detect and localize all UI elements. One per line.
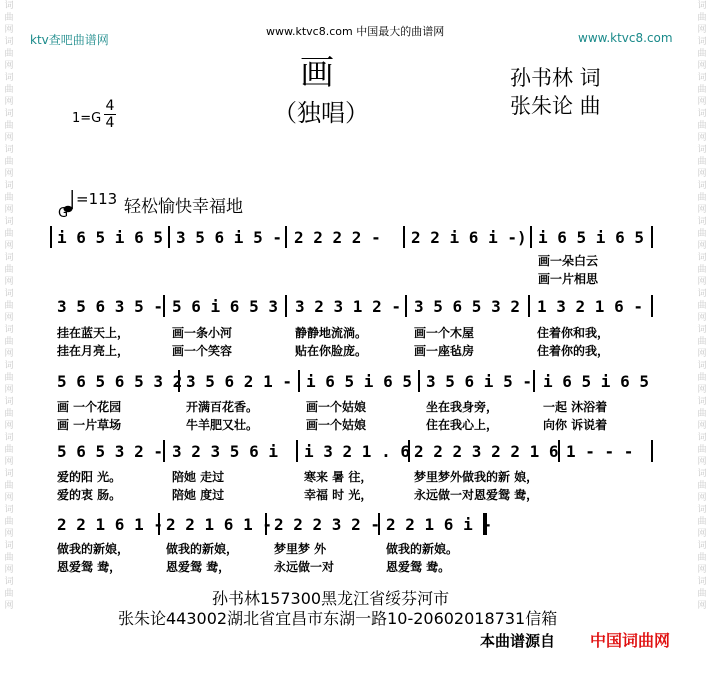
- barline: [405, 295, 407, 317]
- lyric: 画一朵白云: [538, 254, 599, 268]
- watermark-char: 网: [4, 241, 14, 251]
- watermark-char: 曲: [697, 553, 707, 563]
- watermark-char: 词: [697, 73, 707, 83]
- watermark-char: 网: [4, 97, 14, 107]
- measure: 1 3 2 1 6 -: [537, 297, 643, 316]
- watermark-char: 网: [697, 97, 707, 107]
- watermark-char: 网: [4, 385, 14, 395]
- barline: [285, 226, 287, 248]
- lyric: 画一个笑容: [172, 344, 233, 358]
- watermark-left: [2, 0, 16, 678]
- watermark-char: 网: [697, 529, 707, 539]
- watermark-char: 曲: [697, 337, 707, 347]
- watermark-char: 词: [697, 253, 707, 263]
- site-slogan: www.ktvc8.com 中国最大的曲谱网: [266, 25, 445, 38]
- watermark-char: 曲: [4, 553, 14, 563]
- measure: i 6 5 i 6 5: [57, 228, 163, 247]
- watermark-char: 词: [4, 577, 14, 587]
- lyric: 幸福 时 光，: [304, 488, 373, 502]
- watermark-char: 网: [4, 457, 14, 467]
- lyric: 恩爱鸳 鸯，: [57, 560, 122, 574]
- barline: [296, 440, 298, 462]
- tempo-marking: =113: [76, 190, 118, 208]
- watermark-char: 网: [697, 25, 707, 35]
- measure: 2 2 2 3 2 -: [274, 515, 380, 534]
- song-title: 画: [300, 53, 334, 93]
- watermark-char: 曲: [697, 193, 707, 203]
- watermark-char: 网: [697, 241, 707, 251]
- watermark-char: 网: [697, 169, 707, 179]
- watermark-char: 曲: [697, 121, 707, 131]
- measure: 2 2 2 2 -: [294, 228, 381, 247]
- lyric: 恩爱鸳 鸯，: [166, 560, 231, 574]
- lyric: 画一座毡房: [414, 344, 475, 358]
- watermark-char: 网: [697, 565, 707, 575]
- measure: 2 2 2 3 2 2 1 6: [414, 442, 559, 461]
- watermark-char: 词: [697, 217, 707, 227]
- lyric: 做我的新娘，: [57, 542, 130, 556]
- lyric: 画一片相思: [538, 272, 599, 286]
- watermark-char: 曲: [4, 481, 14, 491]
- lyric: 开满百花香。: [186, 400, 259, 414]
- watermark-char: 曲: [4, 265, 14, 275]
- watermark-char: 曲: [697, 157, 707, 167]
- watermark-char: 曲: [697, 589, 707, 599]
- watermark-char: 词: [4, 397, 14, 407]
- watermark-char: 网: [4, 601, 14, 611]
- watermark-char: 曲: [697, 373, 707, 383]
- watermark-char: 词: [697, 1, 707, 11]
- watermark-char: 曲: [697, 13, 707, 23]
- barline: [418, 370, 420, 392]
- watermark-char: 曲: [4, 337, 14, 347]
- measure: 3 2 3 1 2 -: [295, 297, 401, 316]
- watermark-char: 词: [697, 541, 707, 551]
- source-label: 本曲谱源自: [480, 632, 556, 650]
- watermark-char: 曲: [4, 85, 14, 95]
- watermark-char: 网: [697, 385, 707, 395]
- measure: 5 6 5 3 2 -: [57, 442, 163, 461]
- watermark-char: 网: [4, 133, 14, 143]
- watermark-char: 网: [4, 313, 14, 323]
- measure: i 6 5 i 6 5: [306, 372, 412, 391]
- watermark-char: 词: [697, 577, 707, 587]
- watermark-char: 词: [4, 469, 14, 479]
- watermark-char: 曲: [697, 229, 707, 239]
- watermark-char: 曲: [697, 85, 707, 95]
- barline: [403, 226, 405, 248]
- lyric: 寒来 暑 往，: [304, 470, 373, 484]
- lyric: 住着你和我，: [537, 326, 610, 340]
- lyric: 一起 沐浴着: [543, 400, 608, 414]
- watermark-char: 词: [4, 433, 14, 443]
- measure: 5 6 5 6 5 3 2: [57, 372, 183, 391]
- lyric: 永远做一对: [274, 560, 335, 574]
- key-signature: 1=G: [72, 111, 102, 126]
- lyric: 梦里梦外做我的新 娘，: [414, 470, 539, 484]
- measure: 1 - - -: [566, 442, 634, 461]
- watermark-char: 曲: [4, 229, 14, 239]
- time-signature-bottom: 4: [105, 115, 115, 131]
- watermark-char: 词: [4, 361, 14, 371]
- watermark-char: 网: [697, 205, 707, 215]
- watermark-char: 曲: [697, 409, 707, 419]
- watermark-char: 网: [4, 169, 14, 179]
- watermark-char: 曲: [697, 445, 707, 455]
- watermark-char: 曲: [697, 49, 707, 59]
- watermark-char: 曲: [4, 13, 14, 23]
- watermark-char: 词: [697, 325, 707, 335]
- source-site: 中国词曲网: [590, 631, 671, 650]
- watermark-char: 网: [4, 277, 14, 287]
- measure: 2 2 1 6 1 -: [57, 515, 163, 534]
- barline: [651, 440, 653, 462]
- measure: 3 5 6 5 3 2: [414, 297, 520, 316]
- watermark-char: 词: [4, 181, 14, 191]
- watermark-char: 曲: [697, 301, 707, 311]
- lyric: 梦里梦 外: [274, 542, 327, 556]
- measure: i 6 5 i 6 5: [538, 228, 644, 247]
- watermark-char: 网: [697, 61, 707, 71]
- lyric: 静静地流淌。: [295, 326, 368, 340]
- measure: 3 5 6 2 1 -: [186, 372, 292, 391]
- watermark-char: 网: [4, 349, 14, 359]
- time-signature: [104, 99, 116, 130]
- measure: 3 5 6 i 5 -: [426, 372, 532, 391]
- watermark-char: 曲: [697, 517, 707, 527]
- watermark-char: 网: [4, 493, 14, 503]
- lyric: 坐在我身旁，: [426, 400, 499, 414]
- measure: 2 2 1 6 1 -: [166, 515, 272, 534]
- barline: [168, 226, 170, 248]
- watermark-char: 曲: [4, 409, 14, 419]
- watermark-char: 网: [4, 421, 14, 431]
- time-signature-top: 4: [105, 98, 115, 114]
- watermark-char: 词: [697, 469, 707, 479]
- measure: 3 5 6 i 5 -: [176, 228, 282, 247]
- barline: [651, 226, 653, 248]
- watermark-char: 曲: [697, 265, 707, 275]
- watermark-char: 网: [697, 133, 707, 143]
- watermark-char: 网: [4, 205, 14, 215]
- site-name-left: ktv查吧曲谱网: [30, 33, 109, 47]
- barline: [651, 295, 653, 317]
- measure: i 6 5 i 6 5: [543, 372, 649, 391]
- barline: [298, 370, 300, 392]
- barline: [50, 226, 52, 248]
- watermark-char: 词: [4, 289, 14, 299]
- composer-credit: 张朱论 曲: [510, 94, 601, 118]
- lyric: 向你 诉说着: [543, 418, 608, 432]
- barline: [163, 295, 165, 317]
- lyric: 爱的阳 光。: [57, 470, 122, 484]
- watermark-char: 网: [697, 601, 707, 611]
- measure: i 3 2 1 . 6: [304, 442, 410, 461]
- watermark-char: 曲: [4, 301, 14, 311]
- song-subtitle: （独唱）: [273, 99, 369, 127]
- watermark-char: 曲: [4, 373, 14, 383]
- watermark-char: 词: [4, 145, 14, 155]
- composer-address: 张朱论443002湖北省宜昌市东湖一路10-20602018731信箱: [118, 609, 558, 628]
- lyric: 挂在蓝天上，: [57, 326, 130, 340]
- watermark-char: 词: [697, 289, 707, 299]
- lyric: 恩爱鸳 鸯。: [386, 560, 451, 574]
- watermark-char: 网: [4, 565, 14, 575]
- lyric: 画 一片草场: [57, 418, 122, 432]
- watermark-char: 网: [697, 349, 707, 359]
- watermark-char: 词: [697, 433, 707, 443]
- watermark-char: 网: [697, 457, 707, 467]
- lyric: 画一个木屋: [414, 326, 475, 340]
- watermark-char: 曲: [697, 481, 707, 491]
- lyricist-credit: 孙书林 词: [510, 66, 601, 90]
- lyric: 住着你的我，: [537, 344, 610, 358]
- watermark-char: 曲: [4, 121, 14, 131]
- measure: 3 2 3 5 6 i: [172, 442, 278, 461]
- watermark-char: 词: [4, 541, 14, 551]
- lyric: 做我的新娘，: [166, 542, 239, 556]
- barline: [533, 370, 535, 392]
- watermark-char: 词: [697, 109, 707, 119]
- watermark-char: 网: [4, 61, 14, 71]
- watermark-char: 网: [4, 529, 14, 539]
- lyric: 陪她 走过: [172, 470, 225, 484]
- watermark-char: 词: [4, 505, 14, 515]
- lyric: 贴在你脸庞。: [295, 344, 368, 358]
- watermark-char: 词: [4, 325, 14, 335]
- watermark-char: 网: [4, 25, 14, 35]
- watermark-char: 词: [4, 253, 14, 263]
- watermark-char: 曲: [4, 517, 14, 527]
- lyric: 爱的衷 肠。: [57, 488, 122, 502]
- lyric: 陪她 度过: [172, 488, 225, 502]
- watermark-char: 词: [4, 1, 14, 11]
- lyric: 挂在月亮上，: [57, 344, 130, 358]
- lyricist-address: 孙书林157300黑龙江省绥芬河市: [212, 589, 450, 608]
- barline: [285, 295, 287, 317]
- expression-marking: 轻松愉快幸福地: [124, 197, 243, 217]
- clef-mark: G: [58, 206, 69, 221]
- watermark-char: 词: [697, 505, 707, 515]
- measure: 5 6 i 6 5 3: [172, 297, 278, 316]
- watermark-char: 曲: [4, 49, 14, 59]
- barline: [528, 295, 530, 317]
- watermark-char: 曲: [4, 157, 14, 167]
- lyric: 画一个姑娘: [306, 400, 367, 414]
- site-url-right: www.ktvc8.com: [578, 31, 673, 45]
- lyric: 永远做一对恩爱鸳 鸯，: [414, 488, 539, 502]
- barline: [530, 226, 532, 248]
- lyric: 住在我心上，: [426, 418, 499, 432]
- watermark-char: 网: [697, 421, 707, 431]
- measure: 2 2 1 6 i -: [386, 515, 492, 534]
- lyric: 牛羊肥又壮。: [186, 418, 259, 432]
- lyric: 画一个姑娘: [306, 418, 367, 432]
- watermark-char: 曲: [4, 445, 14, 455]
- measure: 2 2 i 6 i -): [411, 228, 527, 247]
- lyric: 画一条小河: [172, 326, 233, 340]
- watermark-char: 词: [697, 397, 707, 407]
- lyric: 画 一个花园: [57, 400, 122, 414]
- barline: [163, 440, 165, 462]
- watermark-right: [695, 0, 709, 678]
- measure: 3 5 6 3 5 -: [57, 297, 163, 316]
- watermark-char: 词: [697, 181, 707, 191]
- watermark-char: 词: [697, 145, 707, 155]
- watermark-char: 网: [697, 493, 707, 503]
- watermark-char: 词: [4, 37, 14, 47]
- watermark-char: 词: [4, 217, 14, 227]
- watermark-char: 曲: [4, 193, 14, 203]
- watermark-char: 曲: [4, 589, 14, 599]
- watermark-char: 词: [4, 73, 14, 83]
- watermark-char: 词: [4, 109, 14, 119]
- watermark-char: 网: [697, 313, 707, 323]
- watermark-char: 词: [697, 361, 707, 371]
- watermark-char: 词: [697, 37, 707, 47]
- watermark-char: 网: [697, 277, 707, 287]
- lyric: 做我的新娘。: [386, 542, 459, 556]
